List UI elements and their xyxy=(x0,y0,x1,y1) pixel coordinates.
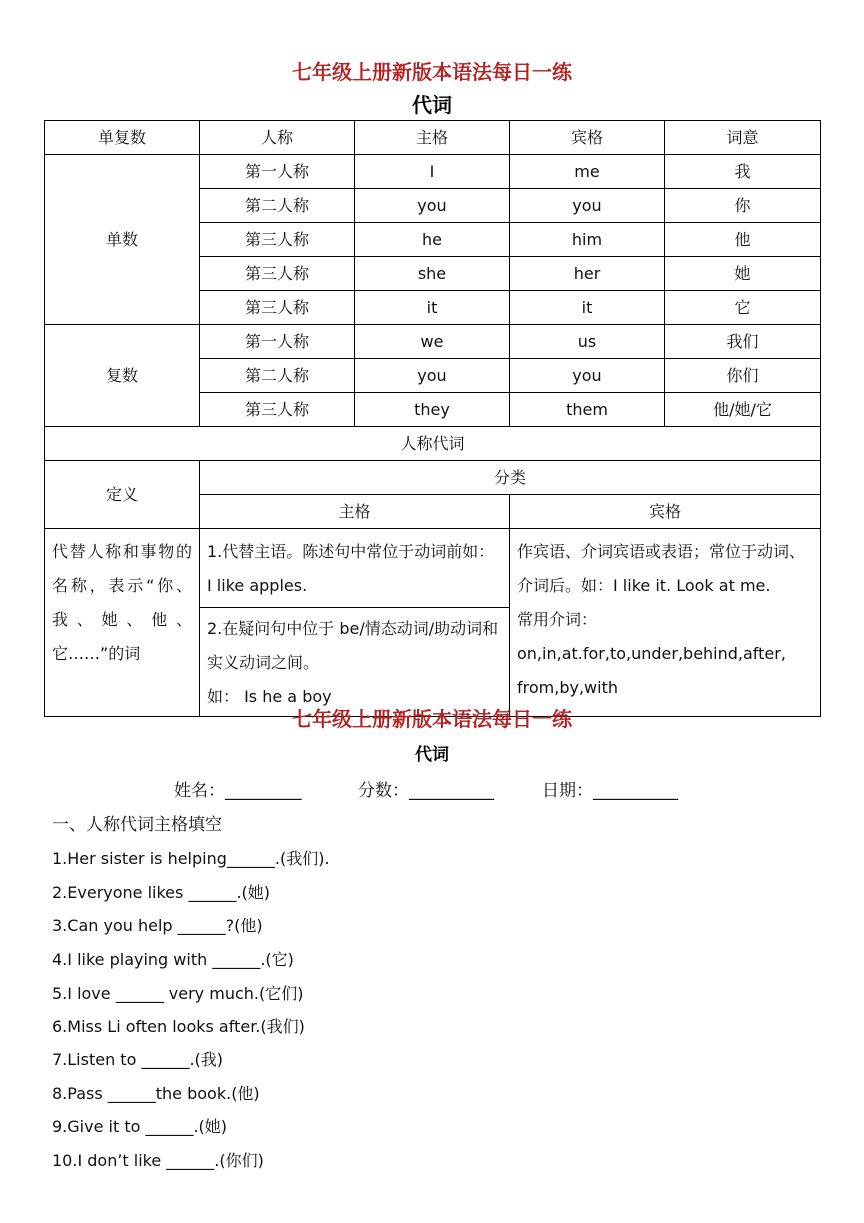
question-item[interactable]: 8.Pass ______the book.(他) xyxy=(52,1084,260,1103)
object-cell: me xyxy=(510,155,665,189)
person-cell: 第一人称 xyxy=(200,155,355,189)
object-cell: it xyxy=(510,291,665,325)
question-item[interactable]: 6.Miss Li often looks after.(我们) xyxy=(52,1017,305,1036)
name-field[interactable]: 姓名：_________ xyxy=(174,781,302,801)
header-cell: 单复数 xyxy=(45,121,200,155)
question-item[interactable]: 5.I love ______ very much.(它们) xyxy=(52,984,304,1003)
meaning-cell: 它 xyxy=(665,291,821,325)
person-cell: 第二人称 xyxy=(200,189,355,223)
subject-cell: it xyxy=(355,291,510,325)
classification-label: 分类 xyxy=(200,461,821,495)
pronoun-table xyxy=(44,120,821,717)
meaning-cell: 我们 xyxy=(665,325,821,359)
exercise-title: 七年级上册新版本语法每日一练 xyxy=(292,707,572,731)
definition-label: 定义 xyxy=(45,461,200,529)
question-item[interactable]: 2.Everyone likes ______.(她) xyxy=(52,883,271,902)
table-header-row xyxy=(45,121,821,155)
person-cell: 第二人称 xyxy=(200,359,355,393)
explanation-row xyxy=(45,529,821,717)
subject-cell: you xyxy=(355,359,510,393)
person-cell: 第三人称 xyxy=(200,393,355,427)
question-item[interactable]: 3.Can you help ______?(他) xyxy=(52,916,263,935)
subject-rules-cell xyxy=(200,529,510,717)
question-item[interactable]: 1.Her sister is helping______.(我们). xyxy=(52,849,330,868)
table-row xyxy=(45,155,821,189)
header-cell: 主格 xyxy=(355,121,510,155)
definition-text: 代替人称和事物的名称，表示“你、我、她、他、它……”的词 xyxy=(52,542,192,663)
question-item[interactable]: 4.I like playing with ______.(它) xyxy=(52,950,294,969)
object-cell: him xyxy=(510,223,665,257)
question-item[interactable]: 10.I don’t like ______.(你们) xyxy=(52,1151,264,1170)
object-cell: you xyxy=(510,189,665,223)
meaning-cell: 你 xyxy=(665,189,821,223)
date-field[interactable]: 日期：__________ xyxy=(542,781,678,801)
definition-text-cell xyxy=(45,529,200,717)
section-title: 一、人称代词主格填空 xyxy=(52,815,222,835)
header-cell: 宾格 xyxy=(510,121,665,155)
object-prep-line-1: on,in,at.for,to,under,behind,after, xyxy=(517,644,786,663)
subject-cell: we xyxy=(355,325,510,359)
object-cell: you xyxy=(510,359,665,393)
exercise-subtitle: 代词 xyxy=(415,745,449,765)
section-label: 人称代词 xyxy=(45,427,821,461)
question-item[interactable]: 7.Listen to ______.(我) xyxy=(52,1050,224,1069)
subject-cell: I xyxy=(355,155,510,189)
subject-rule-1: 1.代替主语。陈述句中常位于动词前如： I like apples. xyxy=(200,529,509,608)
meaning-cell: 你们 xyxy=(665,359,821,393)
person-cell: 第三人称 xyxy=(200,223,355,257)
singular-label: 单数 xyxy=(45,155,200,325)
subject-rule-2-example: 如： Is he a boy xyxy=(207,687,332,706)
subject-rule-2 xyxy=(200,608,509,716)
object-prep-label: 常用介词： xyxy=(517,610,598,629)
header-cell: 词意 xyxy=(665,121,821,155)
subject-rule-2-text: 2.在疑问句中位于 be/情态动词/助动词和实义动词之间。 xyxy=(207,619,499,672)
meaning-cell: 他/她/它 xyxy=(665,393,821,427)
subject-cell: they xyxy=(355,393,510,427)
person-cell: 第三人称 xyxy=(200,291,355,325)
question-item[interactable]: 9.Give it to ______.(她) xyxy=(52,1117,228,1136)
subject-cell: she xyxy=(355,257,510,291)
header-cell: 人称 xyxy=(200,121,355,155)
section-row xyxy=(45,427,821,461)
table-row xyxy=(45,325,821,359)
subject-cell: he xyxy=(355,223,510,257)
page-title: 七年级上册新版本语法每日一练 xyxy=(292,60,572,84)
page-subtitle: 代词 xyxy=(412,93,452,117)
object-cell: us xyxy=(510,325,665,359)
meaning-cell: 她 xyxy=(665,257,821,291)
person-cell: 第一人称 xyxy=(200,325,355,359)
subject-cell: you xyxy=(355,189,510,223)
person-cell: 第三人称 xyxy=(200,257,355,291)
meaning-cell: 他 xyxy=(665,223,821,257)
object-prep-line-2: from,by,with xyxy=(517,678,618,697)
object-rule: 作宾语、介词宾语或表语；常位于动词、介词后。如：I like it. Look at me. xyxy=(517,542,806,595)
object-cell: her xyxy=(510,257,665,291)
classification-row xyxy=(45,461,821,495)
meaning-cell: 我 xyxy=(665,155,821,189)
object-case-label: 宾格 xyxy=(510,495,821,529)
score-field[interactable]: 分数：__________ xyxy=(358,781,494,801)
plural-label: 复数 xyxy=(45,325,200,427)
object-rules-cell xyxy=(510,529,821,717)
subject-case-label: 主格 xyxy=(200,495,510,529)
object-cell: them xyxy=(510,393,665,427)
